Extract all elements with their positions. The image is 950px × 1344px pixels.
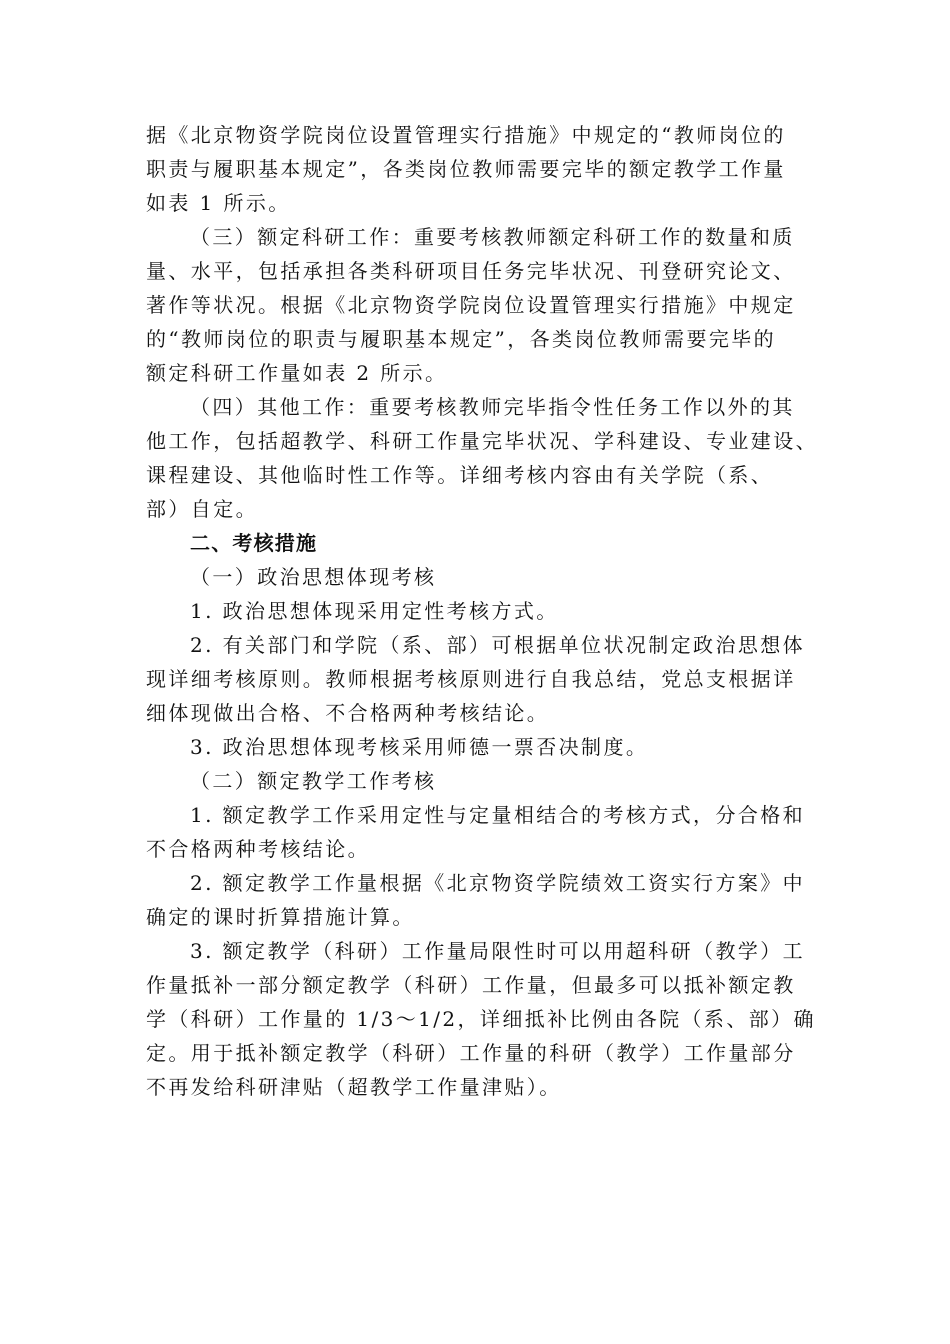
text-line: 量、水平，包括承担各类科研项目任务完毕状况、刊登研究论文、 — [146, 259, 796, 283]
text-line: 2. 有关部门和学院（系、部）可根据单位状况制定政治思想体 — [190, 633, 806, 657]
text-line: 不再发给科研津贴（超教学工作量津贴）。 — [146, 1075, 562, 1099]
text-line: 2. 额定教学工作量根据《北京物资学院绩效工资实行方案》中 — [190, 871, 806, 895]
text-line: 据《北京物资学院岗位设置管理实行措施》中规定的“教师岗位的 — [146, 123, 786, 147]
text-line: 部）自定。 — [146, 497, 258, 521]
text-line: 学（科研）工作量的 1/3～1/2，详细抵补比例由各院（系、部）确 — [146, 1007, 816, 1031]
text-line: 额定科研工作量如表 2 所示。 — [146, 361, 448, 385]
text-line: （三）额定科研工作：重要考核教师额定科研工作的数量和质 — [190, 225, 795, 249]
document-body — [146, 118, 826, 1104]
text-line: （一）政治思想体现考核 — [190, 565, 437, 589]
text-line: 3. 额定教学（科研）工作量局限性时可以用超科研（教学）工 — [190, 939, 806, 963]
text-line: 1. 政治思想体现采用定性考核方式。 — [190, 599, 559, 623]
section-heading: 二、考核措施 — [190, 531, 318, 555]
text-line: （四）其他工作：重要考核教师完毕指令性任务工作以外的其 — [190, 395, 795, 419]
text-line: 确定的课时折算措施计算。 — [146, 905, 415, 929]
text-line: 1. 额定教学工作采用定性与定量相结合的考核方式，分合格和 — [190, 803, 806, 827]
text-line: 课程建设、其他临时性工作等。详细考核内容由有关学院（系、 — [146, 463, 774, 487]
text-line: 现详细考核原则。教师根据考核原则进行自我总结，党总支根据详 — [146, 667, 796, 691]
text-line: 著作等状况。根据《北京物资学院岗位设置管理实行措施》中规定 — [146, 293, 796, 317]
text-line: 的“教师岗位的职责与履职基本规定”，各类岗位教师需要完毕的 — [146, 327, 777, 351]
text-line: 不合格两种考核结论。 — [146, 837, 370, 861]
text-line: 定。用于抵补额定教学（科研）工作量的科研（教学）工作量部分 — [146, 1041, 796, 1065]
text-line: （二）额定教学工作考核 — [190, 769, 437, 793]
text-line: 他工作，包括超教学、科研工作量完毕状况、学科建设、专业建设、 — [146, 429, 818, 453]
text-line: 如表 1 所示。 — [146, 191, 291, 215]
text-line: 细体现做出合格、不合格两种考核结论。 — [146, 701, 550, 725]
text-line: 作量抵补一部分额定教学（科研）工作量，但最多可以抵补额定教 — [146, 973, 796, 997]
text-line: 3. 政治思想体现考核采用师德一票否决制度。 — [190, 735, 649, 759]
text-line: 职责与履职基本规定”，各类岗位教师需要完毕的额定教学工作量 — [146, 157, 786, 181]
